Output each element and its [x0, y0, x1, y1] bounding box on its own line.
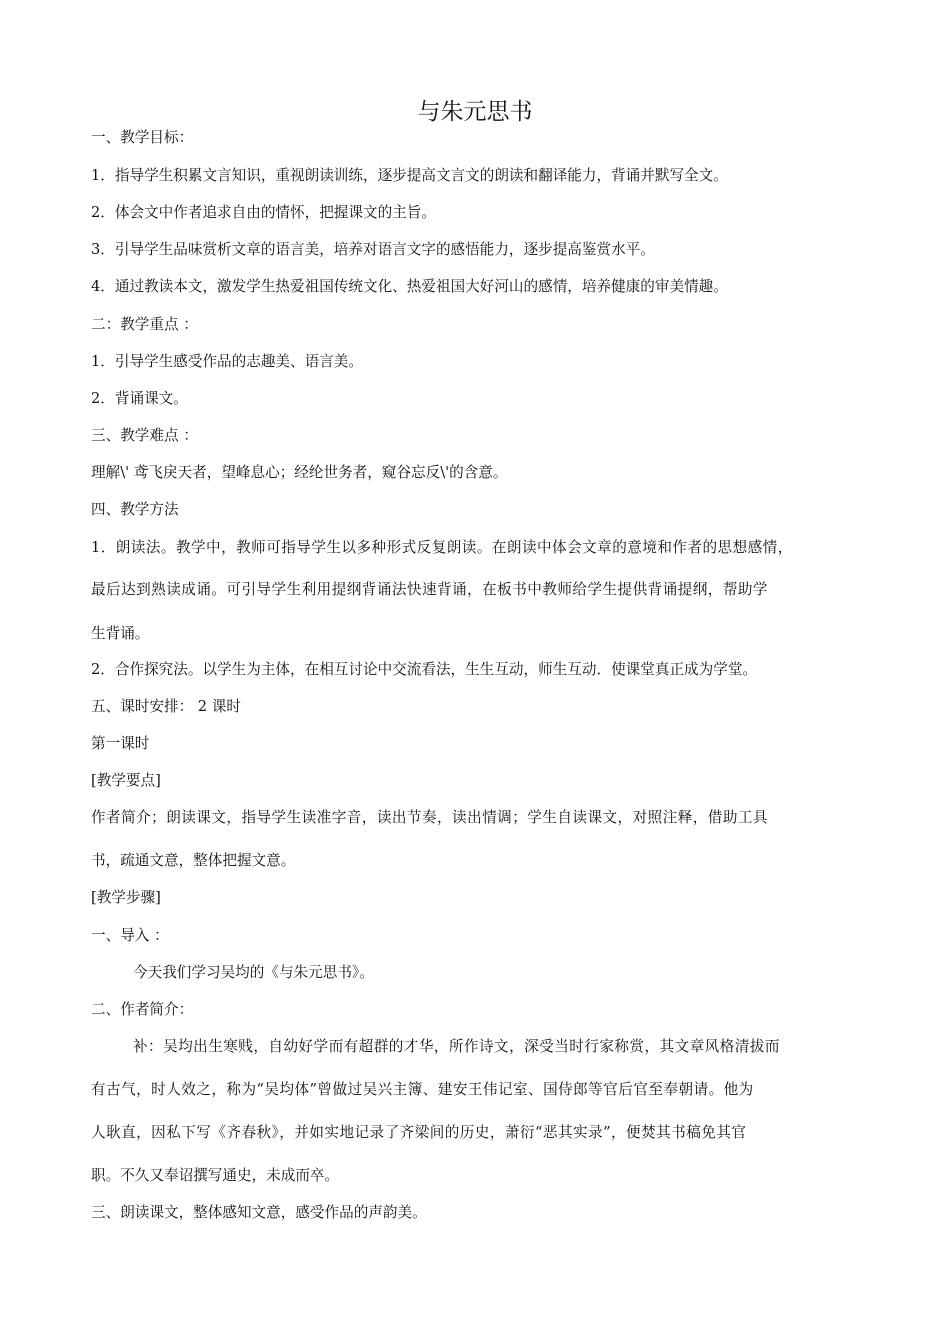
heading-difficulties: 三、教学难点 ： — [91, 427, 198, 444]
goal-item-2: 2．体会文中作者追求自由的情怀，把握课文的主旨。 — [91, 204, 436, 221]
author-line-4: 职。不久又奉诏撰写通史，未成而卒。 — [91, 1167, 340, 1184]
author-line-2: 有古气，时人效之，称为“吴均体”曾做过吴兴主簿、建安王伟记室、国侍郎等官后官至奉朝请。他为 — [91, 1081, 754, 1098]
goal-item-3: 3．引导学生品味赏析文章的语言美，培养对语言文字的感悟能力，逐步提高鉴赏水平。 — [91, 241, 655, 258]
first-lesson-heading: 第一课时 — [91, 735, 150, 752]
heading-methods: 四、教学方法 — [91, 501, 179, 518]
method-2: 2．合作探究法。以学生为主体，在相互讨论中交流看法，生生互动，师生互动．使课堂真正成为学堂。 — [91, 661, 758, 678]
method-1-line-3: 生背诵。 — [91, 625, 150, 642]
heading-schedule: 五、课时安排： 2 课时 — [91, 698, 241, 715]
teaching-steps-label: [教学步骤] — [91, 889, 161, 906]
goal-item-1: 1．指导学生积累文言知识，重视朗读训练，逐步提高文言文的朗读和翻译能力，背诵并默写全文。 — [91, 167, 728, 184]
difficulty-text: 理解\' 鸢飞戾天者，望峰息心；经纶世务者，窥谷忘反\'的含意。 — [91, 464, 508, 481]
heading-teaching-goals: 一、教学目标： — [91, 129, 194, 146]
key-point-2: 2．背诵课文。 — [91, 390, 188, 407]
step-intro-text: 今天我们学习吴均的《与朱元思书》。 — [133, 964, 374, 981]
goal-item-4: 4．通过教读本文，激发学生热爱祖国传统文化、热爱祖国大好河山的感情，培养健康的审美情趣。 — [91, 278, 728, 295]
step-reading-heading: 三、朗读课文，整体感知文意，感受作品的声韵美。 — [91, 1204, 427, 1221]
teaching-key-points-label: [教学要点] — [91, 772, 161, 789]
method-1-line-2: 最后达到熟读成诵。可引导学生利用提纲背诵法快速背诵，在板书中教师给学生提供背诵提纲，帮助学 — [91, 581, 768, 598]
method-1-line-1: 1．朗读法。教学中，教师可指导学生以多种形式反复朗读。在朗读中体会文章的意境和作者的思想感情， — [91, 539, 793, 556]
step-author-heading: 二、作者简介： — [91, 1001, 194, 1018]
author-line-3: 人耿直，因私下写《齐春秋》，并如实地记录了齐梁间的历史，萧衍“恶其实录”，便焚其书稿免其官 — [91, 1124, 747, 1141]
heading-key-points: 二：教学重点 ： — [91, 316, 198, 333]
step-intro-heading: 一、导入 ： — [91, 927, 169, 944]
key-point-1: 1．引导学生感受作品的志趣美、语言美。 — [91, 353, 363, 370]
key-points-line-1: 作者简介；朗读课文，指导学生读准字音，读出节奏，读出情调；学生自读课文，对照注释，借助工具 — [91, 809, 768, 826]
key-points-line-2: 书，疏通文意，整体把握文意。 — [91, 852, 296, 869]
author-line-1: 补：吴均出生寒贱，自幼好学而有超群的才华，所作诗文，深受当时行家称赏，其文章风格清拔而 — [133, 1038, 780, 1055]
document-title: 与朱元思书 — [417, 99, 533, 125]
